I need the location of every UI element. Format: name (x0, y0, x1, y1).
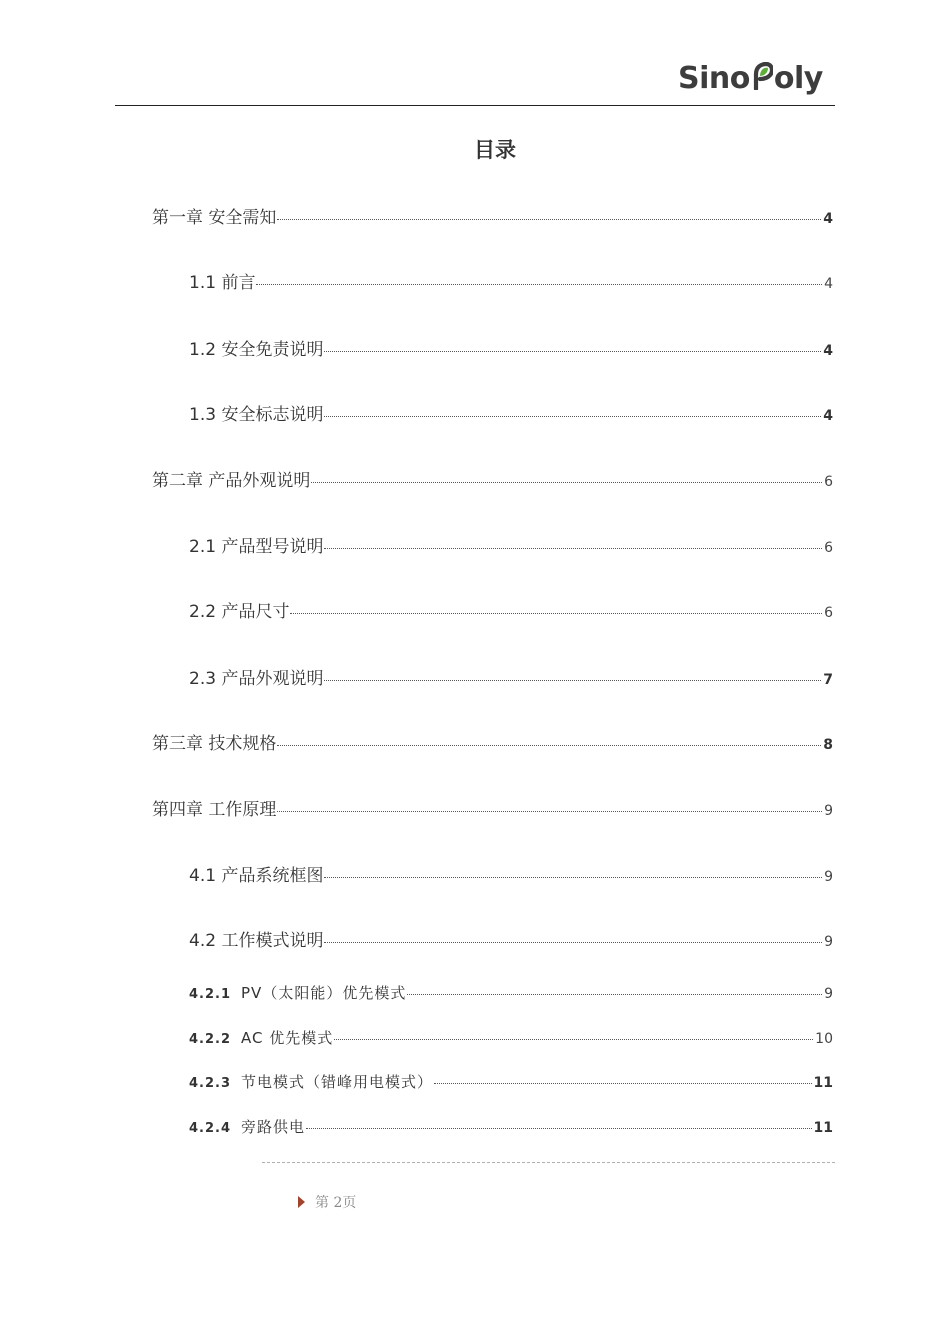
toc-entry-label: 2.3 产品外观说明 (189, 669, 324, 689)
toc-entry-page: 8 (823, 737, 833, 753)
toc-entry-number: 4.2.4 (189, 1121, 232, 1136)
toc-entry-label: 第四章 工作原理 (152, 800, 277, 820)
toc-leader-dots (324, 942, 822, 943)
toc-leader-dots (277, 219, 821, 220)
toc-entry-4-2-3[interactable] (189, 1071, 833, 1092)
toc-entry-chapter-2[interactable] (152, 466, 833, 491)
toc-entry-page: 6 (824, 605, 833, 621)
toc-leader-dots (256, 284, 822, 285)
toc-entry-1-1[interactable] (189, 268, 833, 293)
toc-leader-dots (334, 1039, 813, 1040)
toc-entry-label: 第一章 安全需知 (152, 208, 277, 228)
toc-leader-dots (290, 613, 822, 614)
triangle-right-icon (298, 1196, 305, 1208)
toc-entry-2-1[interactable] (189, 532, 833, 557)
toc-entry-page: 4 (823, 408, 833, 424)
toc-entry-label: 1.3 安全标志说明 (189, 405, 324, 425)
toc-entry-chapter-1[interactable] (152, 203, 833, 228)
toc-leader-dots (434, 1083, 811, 1084)
logo-text-right: oly (773, 60, 823, 96)
toc-entry-label: 旁路供电 (241, 1118, 306, 1136)
page-number-label: 第 2页 (315, 1195, 357, 1211)
toc-entry-2-2[interactable] (189, 597, 833, 622)
toc-entry-chapter-3[interactable] (152, 729, 833, 754)
toc-entry-page: 4 (824, 276, 833, 292)
footer-rule (262, 1162, 835, 1163)
toc-entry-page: 11 (813, 1120, 833, 1136)
toc-entry-number: 4.2.1 (189, 987, 232, 1002)
toc-entry-1-3[interactable] (189, 400, 833, 425)
toc-leader-dots (324, 548, 822, 549)
toc-entry-label: 2.2 产品尺寸 (189, 602, 290, 622)
toc-entry-4-2-2[interactable] (189, 1027, 833, 1048)
toc-title: 目录 (474, 138, 516, 162)
logo-text-left: Sino (678, 60, 750, 96)
toc-entry-page: 9 (824, 986, 833, 1002)
toc-entry-label: 1.2 安全免责说明 (189, 340, 324, 360)
toc-entry-label: PV（太阳能）优先模式 (241, 984, 407, 1002)
toc-entry-4-2-4[interactable] (189, 1116, 833, 1137)
toc-entry-page: 4 (823, 343, 833, 359)
toc-entry-label: 第二章 产品外观说明 (152, 471, 311, 491)
toc-entry-label: AC 优先模式 (241, 1029, 334, 1047)
toc-entry-2-3[interactable] (189, 664, 833, 689)
toc-leader-dots (324, 877, 822, 878)
toc-entry-page: 4 (823, 211, 833, 227)
toc-entry-page: 7 (823, 672, 833, 688)
toc-entry-page: 6 (824, 540, 833, 556)
toc-entry-label: 4.1 产品系统框图 (189, 866, 324, 886)
toc-leader-dots (311, 482, 822, 483)
toc-entry-number: 4.2.3 (189, 1076, 232, 1091)
toc-entry-number: 4.2.2 (189, 1032, 232, 1047)
toc-entry-page: 11 (813, 1075, 833, 1091)
toc-entry-4-2-1[interactable] (189, 982, 833, 1003)
toc-entry-4-1[interactable] (189, 861, 833, 886)
toc-entry-label: 2.1 产品型号说明 (189, 537, 324, 557)
toc-leader-dots (324, 416, 821, 417)
toc-entry-page: 9 (824, 803, 833, 819)
toc-entry-4-2[interactable] (189, 926, 833, 951)
toc-entry-label: 节电模式（错峰用电模式） (241, 1073, 434, 1091)
toc-entry-1-2[interactable] (189, 335, 833, 360)
toc-entry-label: 1.1 前言 (189, 273, 256, 293)
toc-entry-page: 9 (824, 934, 833, 950)
toc-entry-label: 第三章 技术规格 (152, 734, 277, 754)
toc-leader-dots (306, 1128, 811, 1129)
footer-page-number (298, 1192, 356, 1212)
toc-leader-dots (407, 994, 822, 995)
toc-leader-dots (277, 745, 821, 746)
toc-leader-dots (324, 680, 821, 681)
toc-entry-label: 4.2 工作模式说明 (189, 931, 324, 951)
toc-leader-dots (324, 351, 821, 352)
toc-entry-chapter-4[interactable] (152, 795, 833, 820)
toc-entry-page: 9 (824, 869, 833, 885)
toc-entry-page: 6 (824, 474, 833, 490)
toc-leader-dots (277, 811, 822, 812)
toc-entry-page: 10 (815, 1031, 833, 1047)
